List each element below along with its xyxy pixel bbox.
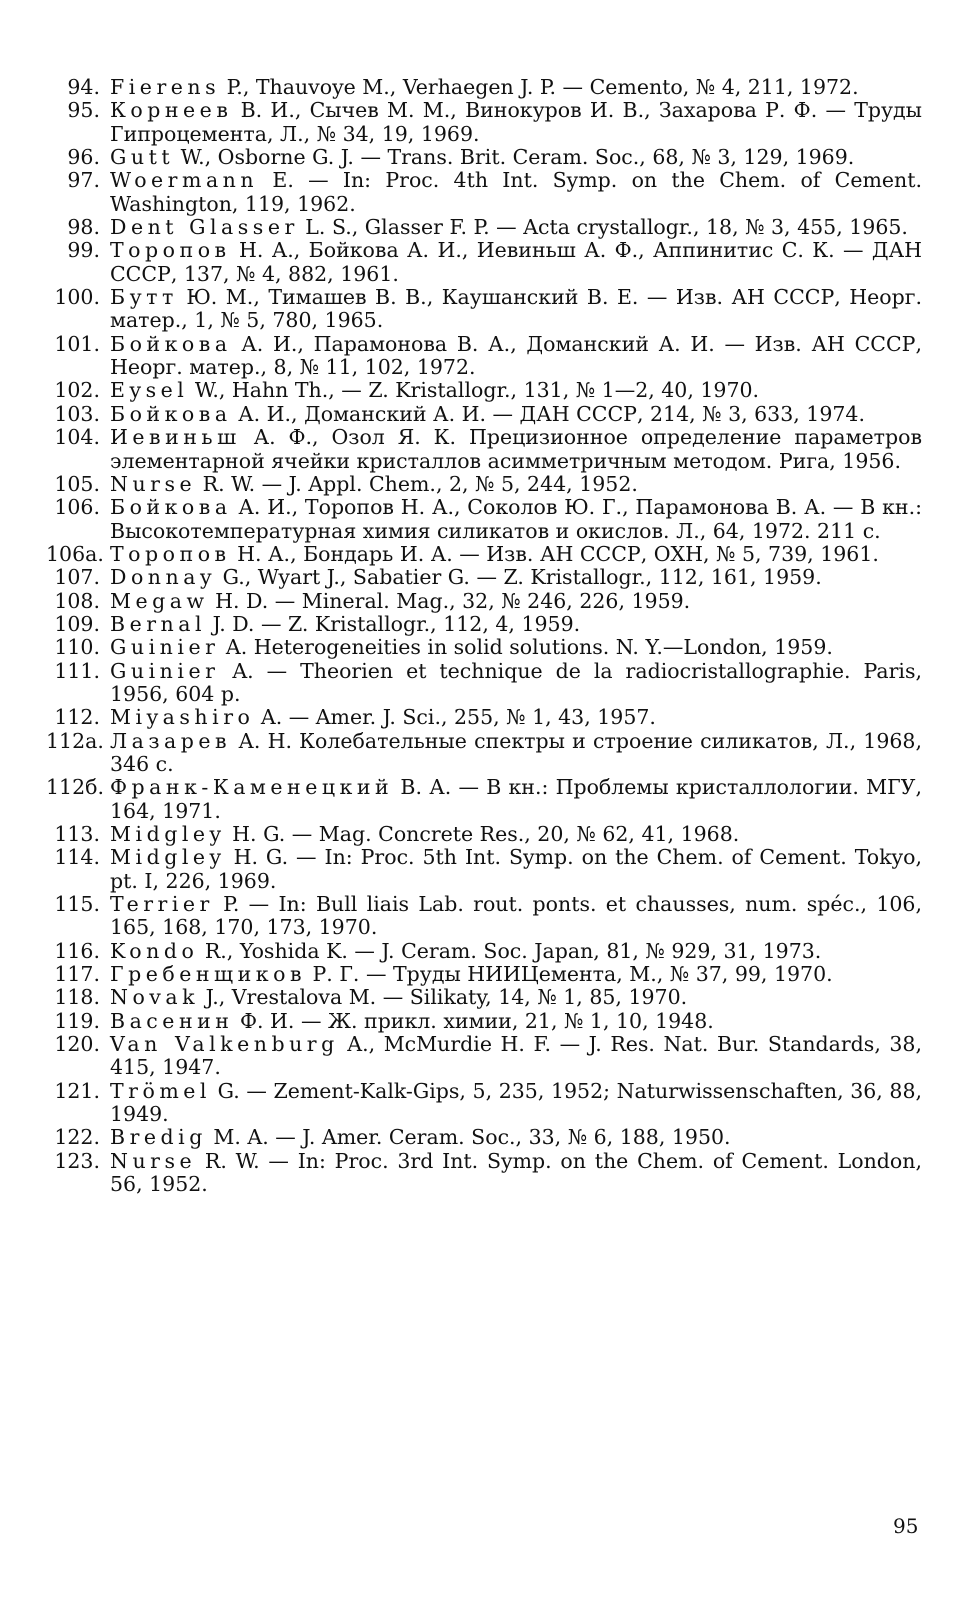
reference-entry bbox=[46, 1033, 922, 1080]
reference-entry bbox=[46, 706, 922, 729]
reference-entry bbox=[46, 333, 922, 380]
reference-entry bbox=[46, 379, 922, 402]
reference-list bbox=[46, 76, 922, 1197]
reference-text bbox=[100, 776, 922, 823]
reference-citation: J. D. — Z. Kristallogr., 112, 4, 1959. bbox=[206, 611, 581, 636]
reference-text bbox=[100, 473, 922, 496]
reference-text bbox=[100, 730, 922, 777]
reference-entry bbox=[46, 426, 922, 473]
reference-citation: Ф. И. — Ж. прикл. химии, 21, № 1, 10, 1948. bbox=[233, 1008, 714, 1033]
reference-entry bbox=[46, 940, 922, 963]
reference-citation: R., Yoshida K. — J. Ceram. Soc. Japan, 81, № 929, 31, 1973. bbox=[198, 938, 822, 963]
reference-entry bbox=[46, 660, 922, 707]
reference-entry bbox=[46, 1150, 922, 1197]
reference-author: Van Valkenburg bbox=[110, 1032, 339, 1057]
reference-text bbox=[100, 496, 922, 543]
reference-citation: А. Н. Колебательные спектры и строение силикатов, Л., 1968, 346 с. bbox=[110, 728, 922, 776]
reference-entry bbox=[46, 776, 922, 823]
reference-author: Gutt bbox=[110, 145, 175, 170]
reference-text bbox=[100, 146, 922, 169]
reference-number: 94. bbox=[67, 75, 100, 99]
reference-number: 102. bbox=[54, 378, 100, 403]
reference-number: 110. bbox=[54, 635, 100, 660]
reference-number: 104. bbox=[54, 425, 100, 450]
reference-number: 112а. bbox=[46, 728, 104, 753]
reference-citation: G. — Zement-Kalk-Gips, 5, 235, 1952; Naturwissenschaften, 36, 88, 1949. bbox=[110, 1078, 922, 1127]
reference-author: Guinier bbox=[110, 635, 220, 660]
reference-citation: Н. А., Бойкова А. И., Иевиньш А. Ф., Аппинитис С. К. — ДАН СССР, 137, № 4, 882, 1961. bbox=[110, 238, 922, 286]
reference-text bbox=[100, 893, 922, 940]
reference-number: 109. bbox=[54, 611, 100, 636]
reference-citation: P., Thauvoye M., Verhaegen J. P. — Cemento, № 4, 211, 1972. bbox=[220, 75, 859, 99]
reference-number: 96. bbox=[67, 145, 100, 170]
reference-entry bbox=[46, 730, 922, 777]
reference-citation: А. И., Доманский А. И. — ДАН СССР, 214, № 3, 633, 1974. bbox=[231, 401, 865, 426]
reference-entry bbox=[46, 239, 922, 286]
reference-citation: Н. А., Бондарь И. А. — Изв. АН СССР, ОХН, № 5, 739, 1961. bbox=[230, 541, 879, 566]
reference-author: Лазарев bbox=[110, 728, 232, 753]
reference-entry bbox=[46, 286, 922, 333]
reference-entry bbox=[46, 473, 922, 496]
reference-number: 112. bbox=[54, 705, 100, 730]
reference-citation: G., Wyart J., Sabatier G. — Z. Kristallogr., 112, 161, 1959. bbox=[216, 565, 822, 590]
reference-number: 115. bbox=[54, 892, 100, 917]
reference-author: Fierens bbox=[110, 75, 221, 99]
reference-number: 105. bbox=[54, 471, 100, 496]
reference-author: Васенин bbox=[110, 1008, 234, 1033]
reference-number: 123. bbox=[54, 1148, 100, 1173]
reference-entry bbox=[46, 590, 922, 613]
reference-author: Nurse bbox=[110, 471, 197, 496]
reference-text bbox=[100, 1080, 922, 1127]
reference-number: 98. bbox=[67, 215, 100, 240]
reference-number: 95. bbox=[67, 98, 100, 123]
reference-text bbox=[100, 76, 922, 99]
reference-citation: W., Hahn Th., — Z. Kristallogr., 131, № 1—2, 40, 1970. bbox=[188, 378, 760, 403]
reference-citation: P. — In: Bull liais Lab. rout. ponts. et chausses, num. spéc., 106, 165, 168, 170, 173, 1970. bbox=[110, 892, 922, 940]
reference-text bbox=[100, 379, 922, 402]
reference-entry bbox=[46, 823, 922, 846]
reference-author: Бутт bbox=[110, 285, 178, 310]
reference-author: Bredig bbox=[110, 1125, 207, 1150]
reference-citation: H. G. — In: Proc. 5th Int. Symp. on the Chem. of Cement. Tokyo, pt. I, 226, 1969. bbox=[110, 845, 922, 893]
reference-entry bbox=[46, 566, 922, 589]
reference-number: 106. bbox=[54, 495, 100, 520]
reference-number: 107. bbox=[54, 565, 100, 590]
reference-citation: В. А. — В кн.: Проблемы кристаллологии. МГУ, 164, 1971. bbox=[110, 775, 922, 823]
reference-entry bbox=[46, 146, 922, 169]
reference-text bbox=[100, 99, 922, 146]
reference-text bbox=[100, 1033, 922, 1080]
reference-citation: J., Vrestalova M. — Silikaty, 14, № 1, 85, 1970. bbox=[199, 985, 688, 1010]
reference-author: Бойкова bbox=[110, 331, 232, 356]
reference-citation: H. D. — Mineral. Mag., 32, № 246, 226, 1959. bbox=[208, 588, 691, 613]
reference-text bbox=[100, 566, 922, 589]
reference-entry bbox=[46, 99, 922, 146]
reference-author: Megaw bbox=[110, 588, 209, 613]
reference-entry bbox=[46, 403, 922, 426]
reference-citation: Ю. М., Тимашев В. В., Каушанский В. Е. — Изв. АН СССР, Неорг. матер., 1, № 5, 780, 1965. bbox=[110, 285, 922, 333]
reference-citation: А. И., Парамонова В. А., Доманский А. И. — Изв. АН СССР, Неорг. матер., 8, № 11, 102, 1972. bbox=[110, 331, 922, 380]
reference-author: Novak bbox=[110, 985, 200, 1010]
reference-number: 100. bbox=[54, 285, 100, 310]
reference-author: Бойкова bbox=[110, 495, 232, 520]
reference-text bbox=[100, 1010, 922, 1033]
reference-entry bbox=[46, 76, 922, 99]
reference-number: 117. bbox=[54, 962, 100, 987]
reference-author: Бойкова bbox=[110, 401, 232, 426]
reference-number: 113. bbox=[54, 822, 100, 846]
reference-citation: А. И., Торопов Н. А., Соколов Ю. Г., Парамонова В. А. — В кн.: Высокотемпературная химия силикатов и окислов. Л., 64, 1972. 211 с. bbox=[110, 495, 922, 543]
reference-text bbox=[100, 963, 922, 986]
reference-text bbox=[100, 940, 922, 963]
reference-text bbox=[100, 613, 922, 636]
reference-author: Торопов bbox=[110, 541, 231, 566]
reference-entry bbox=[46, 636, 922, 659]
reference-number: 119. bbox=[54, 1008, 100, 1033]
reference-entry bbox=[46, 216, 922, 239]
reference-entry bbox=[46, 1080, 922, 1127]
reference-citation: W., Osborne G. J. — Trans. Brit. Ceram. Soc., 68, № 3, 129, 1969. bbox=[174, 145, 855, 170]
reference-entry bbox=[46, 1010, 922, 1033]
reference-text bbox=[100, 239, 922, 286]
reference-author: Terrier bbox=[110, 892, 214, 917]
reference-number: 122. bbox=[54, 1125, 100, 1150]
reference-number: 121. bbox=[54, 1078, 100, 1103]
reference-text bbox=[100, 846, 922, 893]
reference-entry bbox=[46, 543, 922, 566]
reference-text bbox=[100, 1150, 922, 1197]
reference-text bbox=[100, 286, 922, 333]
reference-text bbox=[100, 590, 922, 613]
reference-author: Иевиньш bbox=[110, 425, 241, 450]
reference-author: Корнеев bbox=[110, 98, 233, 123]
reference-number: 103. bbox=[54, 401, 100, 426]
reference-entry bbox=[46, 986, 922, 1009]
reference-citation: В. И., Сычев М. М., Винокуров И. В., Захарова Р. Ф. — Труды Гипроцемента, Л., № 34, 19, 1969. bbox=[110, 98, 922, 146]
reference-text bbox=[100, 426, 922, 473]
reference-citation: А. Ф., Озол Я. К. Прецизионное определение параметров элементарной ячейки кристаллов асимметричным методом. Рига, 1956. bbox=[110, 425, 922, 473]
reference-citation: R. W. — J. Appl. Chem., 2, № 5, 244, 1952. bbox=[196, 471, 638, 496]
reference-text bbox=[100, 823, 922, 846]
reference-citation: Р. Г. — Труды НИИЦемента, М., № 37, 99, 1970. bbox=[306, 962, 833, 987]
reference-author: Франк-Каменецкий bbox=[110, 775, 394, 800]
reference-number: 106а. bbox=[46, 541, 104, 566]
reference-entry bbox=[46, 169, 922, 216]
reference-text bbox=[100, 403, 922, 426]
reference-author: Bernal bbox=[110, 611, 207, 636]
reference-author: Торопов bbox=[110, 238, 231, 263]
reference-author: Woermann bbox=[110, 168, 259, 193]
reference-number: 97. bbox=[67, 168, 100, 193]
reference-citation: A. — Amer. J. Sci., 255, № 1, 43, 1957. bbox=[254, 705, 656, 730]
reference-citation: R. W. — In: Proc. 3rd Int. Symp. on the Chem. of Cement. London, 56, 1952. bbox=[110, 1148, 922, 1197]
reference-text bbox=[100, 333, 922, 380]
reference-entry bbox=[46, 963, 922, 986]
reference-author: Гребенщиков bbox=[110, 962, 306, 987]
reference-author: Donnay bbox=[110, 565, 217, 590]
reference-author: Kondo bbox=[110, 938, 199, 963]
reference-text bbox=[100, 706, 922, 729]
reference-number: 116. bbox=[54, 938, 100, 963]
reference-text bbox=[100, 543, 922, 566]
reference-author: Eysel bbox=[110, 378, 189, 403]
reference-author: Trömel bbox=[110, 1078, 212, 1103]
reference-text bbox=[100, 169, 922, 216]
reference-number: 101. bbox=[54, 331, 100, 356]
reference-author: Midgley bbox=[110, 822, 226, 846]
reference-number: 111. bbox=[54, 658, 100, 683]
reference-citation: M. A. — J. Amer. Ceram. Soc., 33, № 6, 188, 1950. bbox=[206, 1125, 731, 1150]
reference-author: Miyashiro bbox=[110, 705, 255, 730]
reference-number: 120. bbox=[54, 1032, 100, 1057]
reference-entry bbox=[46, 846, 922, 893]
reference-entry bbox=[46, 496, 922, 543]
reference-citation: L. S., Glasser F. P. — Acta crystallogr., 18, № 3, 455, 1965. bbox=[298, 215, 908, 240]
reference-author: Dent Glasser bbox=[110, 215, 299, 240]
reference-author: Guinier bbox=[110, 658, 220, 683]
reference-citation: A., McMurdie H. F. — J. Res. Nat. Bur. Standards, 38, 415, 1947. bbox=[110, 1032, 922, 1080]
reference-text bbox=[100, 660, 922, 707]
reference-author: Nurse bbox=[110, 1148, 197, 1173]
reference-entry bbox=[46, 613, 922, 636]
reference-number: 114. bbox=[54, 845, 100, 870]
reference-text bbox=[100, 636, 922, 659]
page-number: 95 bbox=[893, 1514, 919, 1538]
reference-citation: A. — Theorien et technique de la radiocristallographie. Paris, 1956, 604 p. bbox=[110, 658, 922, 706]
reference-entry bbox=[46, 1126, 922, 1149]
reference-citation: H. G. — Mag. Concrete Res., 20, № 62, 41, 1968. bbox=[225, 822, 740, 846]
reference-author: Midgley bbox=[110, 845, 226, 870]
reference-number: 108. bbox=[54, 588, 100, 613]
reference-text bbox=[100, 216, 922, 239]
reference-number: 118. bbox=[54, 985, 100, 1010]
reference-text bbox=[100, 986, 922, 1009]
reference-number: 112б. bbox=[46, 775, 104, 800]
reference-entry bbox=[46, 893, 922, 940]
reference-text bbox=[100, 1126, 922, 1149]
reference-number: 99. bbox=[67, 238, 100, 263]
reference-citation: A. Heterogeneities in solid solutions. N. Y.—London, 1959. bbox=[219, 635, 833, 660]
reference-citation: E. — In: Proc. 4th Int. Symp. on the Chem. of Cement. Washington, 119, 1962. bbox=[110, 168, 922, 216]
